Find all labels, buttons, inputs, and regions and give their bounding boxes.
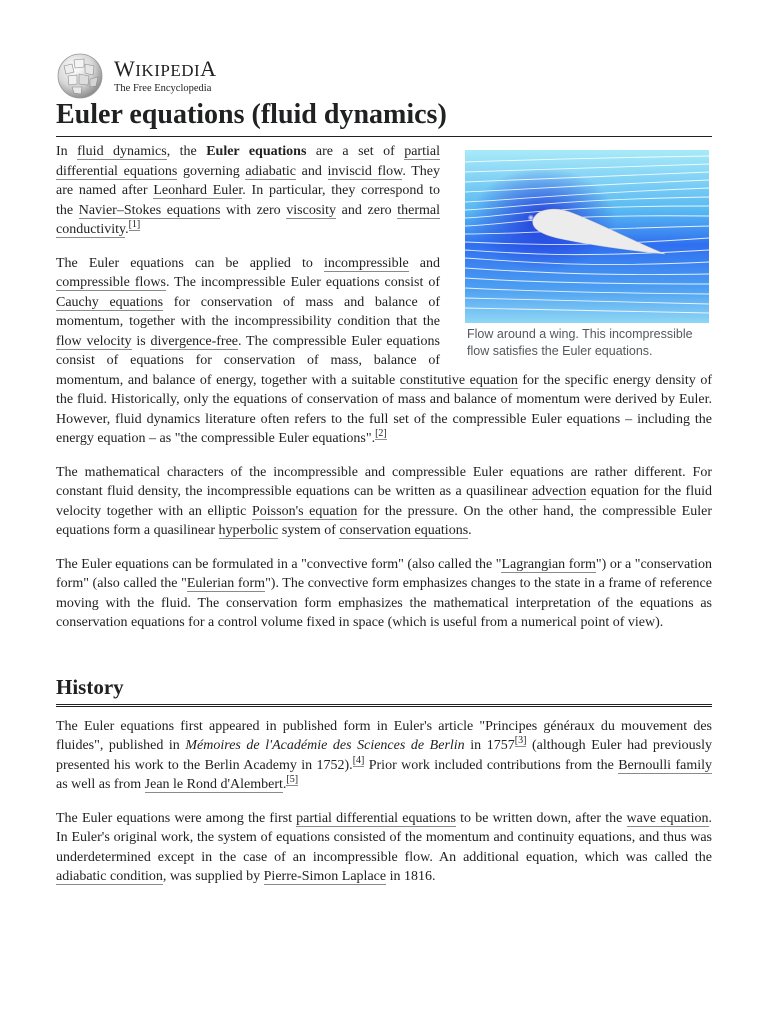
link-pierre-simon-laplace[interactable]: Pierre-Simon Laplace (263, 869, 387, 884)
link-eulerian-form[interactable]: Eulerian form (186, 576, 266, 591)
link-conservation-equations[interactable]: conservation equations (339, 523, 469, 538)
link-bernoulli-family[interactable]: Bernoulli family (618, 757, 712, 773)
paragraph-forms: The Euler equations can be formulated in a "convective form" (also called the "Lagrangian form") or a "conservation form" (also called the "Eulerian form"). The convective form emphasizes changes to the state in a frame of reference moving with the fluid. The conservation form emphasizes the mathematical interpretation of the equations as conservation equations for a control volume fixed in space (which is useful from a numerical point of view). (56, 556, 712, 630)
reference-4[interactable]: [4] (352, 754, 365, 766)
article-body (56, 142, 712, 901)
paragraph-applications: The Euler equations can be applied to incompressible and compressible flows. The incompressible Euler equations consist of Cauchy equations for conservation of mass and balance of momentum, together with the incompressibility condition that the flow velocity is divergence-free. The compressible Euler equations consist of equations for conservation of mass, balance of momentum, and balance of energy, together with a suitable constitutive equation for the specific energy density of the fluid. Historically, only the equations of conservation of mass and balance of momentum were derived by Euler. However, fluid dynamics literature often refers to the full set of the compressible Euler equations – including the energy equation – as "the compressible Euler equations".[2] (56, 255, 712, 446)
figure-caption: Flow around a wing. This incompressible flow satisfies the Euler equations. (467, 327, 693, 358)
link-fluid-dynamics[interactable]: fluid dynamics (77, 144, 167, 159)
wordmark-block (114, 55, 217, 95)
link-flow-velocity[interactable]: flow velocity (56, 333, 132, 349)
reference-5[interactable]: [5] (286, 774, 299, 785)
link-hyperbolic[interactable]: hyperbolic (218, 523, 279, 538)
link-partial-differential-equations-2[interactable]: partial differential equations (296, 810, 456, 826)
link-inviscid-flow[interactable]: inviscid flow (327, 163, 403, 179)
link-divergence-free[interactable]: divergence-free (150, 333, 239, 349)
paragraph-history-original-work: The Euler equations were among the first partial differential equations to be written down, after the wave equation. In Euler's original work, the system of equations consisted of the momentum and continuity equations, and thus was underdetermined except in the case of an incompressible flow. An additional equation, which was called the adiabatic condition, was supplied by Pierre-Simon Laplace in 1816. (56, 810, 713, 884)
link-cauchy-equations[interactable]: Cauchy equations (56, 294, 164, 310)
link-advection[interactable]: advection (531, 484, 587, 499)
page-title: Euler equations (fluid dynamics) (56, 96, 712, 137)
wordmark: WIKIPEDIA (114, 55, 217, 81)
link-adiabatic-condition[interactable]: adiabatic condition (56, 869, 163, 884)
wing-flow-image[interactable] (465, 150, 709, 323)
italic-journal-title: Mémoires de l'Académie des Sciences de Berlin (185, 738, 465, 753)
paragraph-intro: In fluid dynamics, the Euler equations are a set of partial differential equations governing adiabatic and inviscid flow. They are named after Leonhard Euler. In particular, they correspond to the Navier–Stokes equations with zero viscosity and zero thermal conductivity.[1] (56, 144, 441, 237)
link-poissons-equation[interactable]: Poisson's equation (252, 503, 358, 519)
link-thermal-conductivity[interactable]: thermal conductivity (56, 202, 440, 237)
paragraph-mathematical-character: The mathematical characters of the incompressible and compressible Euler equations are rather different. For constant fluid density, the incompressible equations can be written as a quasilinear advection equation for the fluid velocity together with an elliptic Poisson's equation for the pressure. On the other hand, the compressible Euler equations form a quasilinear hyperbolic system of conservation equations. (56, 464, 713, 538)
link-constitutive-equation[interactable]: constitutive equation (399, 372, 518, 388)
section-heading-history: History (56, 673, 712, 707)
link-wave-equation[interactable]: wave equation (626, 810, 709, 826)
link-compressible-flows[interactable]: compressible flows (56, 275, 166, 290)
paragraph-history-publication: The Euler equations first appeared in published form in Euler's article "Principes généraux du mouvement des fluides", published in Mémoires de l'Académie des Sciences de Berlin in 1757[3] (although Euler had previously presented his work to the Berlin Academy in 1752).[4] Prior work included contributions from the Bernoulli family as well as from Jean le Rond d'Alembert.[5] (56, 718, 713, 792)
reference-1[interactable]: [1] (128, 219, 141, 230)
figure-wing-flow (464, 150, 712, 359)
tagline: The Free Encyclopedia (114, 82, 212, 94)
link-leonhard-euler[interactable]: Leonhard Euler (153, 183, 243, 198)
reference-3[interactable]: [3] (514, 735, 527, 746)
wikipedia-logo[interactable] (56, 54, 217, 98)
link-partial-differential-equations[interactable]: partial differential equations (56, 144, 440, 179)
link-incompressible[interactable]: incompressible (323, 255, 409, 271)
link-lagrangian-form[interactable]: Lagrangian form (501, 556, 596, 572)
link-viscosity[interactable]: viscosity (286, 202, 337, 218)
reference-2[interactable]: [2] (375, 428, 387, 439)
bold-term-euler-equations: Euler equations (206, 144, 307, 159)
link-jean-le-rond-dalembert[interactable]: Jean le Rond d'Alembert (144, 777, 283, 792)
link-adiabatic[interactable]: adiabatic (245, 163, 296, 179)
link-navier-stokes-equations[interactable]: Navier–Stokes equations (78, 202, 221, 218)
wikipedia-globe-icon (56, 52, 104, 100)
